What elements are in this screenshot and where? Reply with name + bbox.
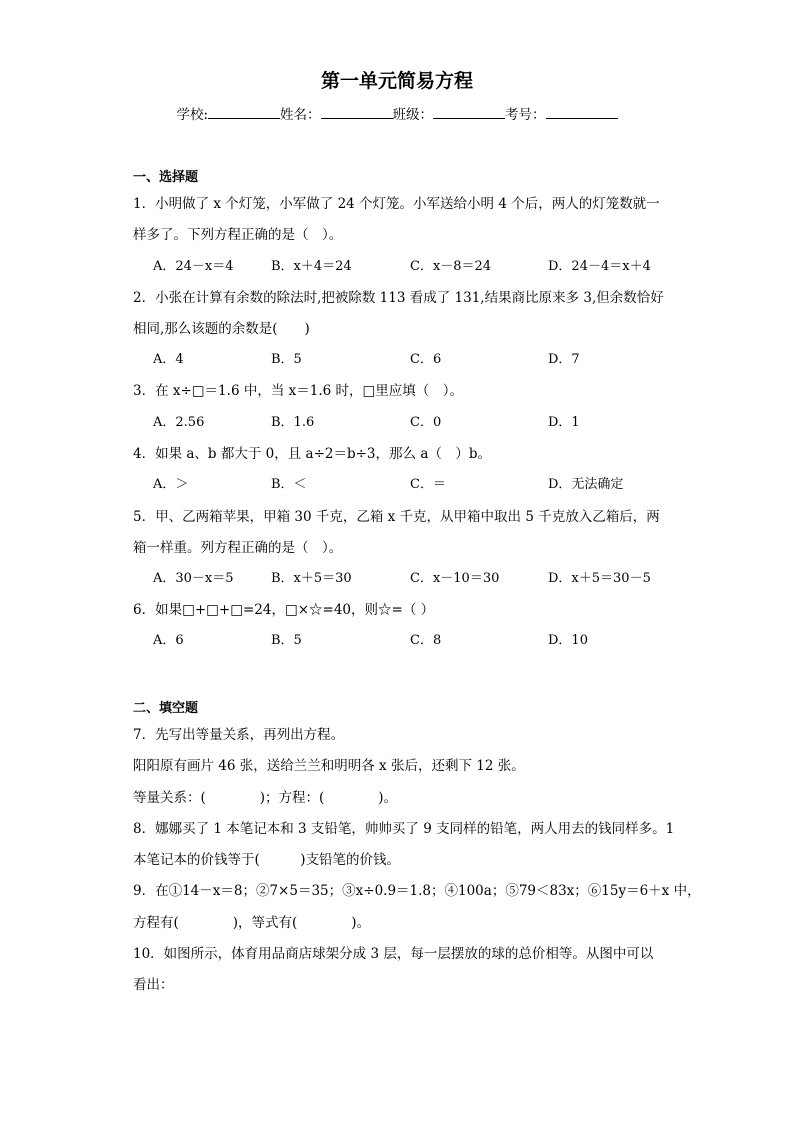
question-3-line-1: 3．在 x÷□＝1.6 中，当 x＝1.6 时，□里应填（ ）。: [133, 383, 463, 399]
option-d: D．无法确定: [548, 477, 624, 492]
option-a: A．＞: [153, 477, 189, 492]
name-blank: [321, 104, 393, 119]
question-2-options: [153, 348, 713, 368]
option-b: B．5: [271, 633, 302, 648]
number-label: 考号：: [505, 107, 546, 123]
question-6-line-1: 6．如果□+□+□=24，□×☆=40，则☆=（ ）: [133, 602, 435, 618]
question-4-options: [153, 473, 713, 493]
name-label: 姓名：: [280, 107, 321, 123]
option-c: C．x－10＝30: [410, 571, 500, 586]
option-d: D．x＋5＝30－5: [548, 571, 651, 586]
option-c: C．8: [410, 633, 442, 648]
question-8-line-2: 本笔记本的价钱等于( )支铅笔的价钱。: [133, 852, 401, 868]
page-title: 第一单元简易方程: [320, 70, 473, 92]
question-5-line-2: 箱一样重。列方程正确的是（ ）。: [133, 540, 343, 556]
question-5-line-1: 5．甲、乙两箱苹果，甲箱 30 千克，乙箱 x 千克，从甲箱中取出 5 千克放入乙箱后，两: [133, 509, 660, 525]
section-heading-fill: 二、填空题: [133, 701, 199, 716]
option-c: C．0: [410, 415, 442, 430]
option-d: D．7: [548, 352, 580, 367]
option-b: B．x＋4＝24: [271, 259, 352, 274]
question-2-line-2: 相同,那么该题的余数是( ): [133, 321, 310, 337]
school-blank: [208, 104, 280, 119]
question-10-line-2: 看出：: [133, 977, 174, 993]
question-1-line-2: 样多了。下列方程正确的是（ ）。: [133, 227, 343, 243]
option-d: D．10: [548, 633, 588, 648]
class-blank: [433, 104, 505, 119]
question-7-line-1: 7．先写出等量关系，再列出方程。: [133, 727, 345, 743]
question-5-options: [153, 567, 713, 587]
number-blank: [546, 104, 618, 119]
option-c: C．x－8＝24: [410, 259, 492, 274]
question-1-line-1: 1．小明做了 x 个灯笼，小军做了 24 个灯笼。小军送给小明 4 个后，两人的灯笼数就一: [133, 196, 660, 212]
question-2-line-1: 2．小张在计算有余数的除法时,把被除数 113 看成了 131,结果商比原来多 3,但余数恰好: [133, 290, 664, 306]
student-info-row: [0, 103, 794, 123]
option-a: A．24－x＝4: [153, 259, 234, 274]
option-a: A．4: [153, 352, 184, 367]
question-7-line-3: 等量关系：( )；方程：( )。: [133, 790, 398, 806]
question-1-options: [153, 255, 713, 275]
option-c: C．6: [410, 352, 442, 367]
school-label: 学校:: [176, 107, 209, 123]
option-d: D．1: [548, 415, 580, 430]
question-6-options: [153, 629, 713, 649]
question-9-line-1: 9．在①14－x＝8；②7×5＝35；③x÷0.9＝1.8；④100a；⑤79＜83x；⑥15y＝6＋x 中，: [133, 883, 701, 899]
question-10-line-1: 10．如图所示，体育用品商店球架分成 3 层，每一层摆放的球的总价相等。从图中可以: [133, 946, 654, 962]
question-7-line-2: 阳阳原有画片 46 张，送给兰兰和明明各 x 张后，还剩下 12 张。: [133, 758, 525, 774]
option-a: A．6: [153, 633, 184, 648]
option-a: A．30－x＝5: [153, 571, 234, 586]
question-9-line-2: 方程有( )，等式有( )。: [133, 915, 371, 931]
section-heading-choice: 一、选择题: [133, 170, 199, 185]
class-label: 班级：: [392, 107, 434, 123]
question-3-options: [153, 411, 713, 431]
option-c: C．＝: [410, 477, 446, 492]
option-b: B．＜: [271, 477, 307, 492]
question-4-line-1: 4．如果 a、b 都大于 0，且 a÷2＝b÷3，那么 a（ ）b。: [133, 446, 492, 462]
option-d: D．24－4＝x＋4: [548, 259, 651, 274]
option-b: B．x＋5＝30: [271, 571, 352, 586]
option-b: B．1.6: [271, 415, 315, 430]
option-b: B．5: [271, 352, 302, 367]
option-a: A．2.56: [153, 415, 205, 430]
question-8-line-1: 8．娜娜买了 1 本笔记本和 3 支铅笔，帅帅买了 9 支同样的铅笔，两人用去的钱同样多。1: [133, 821, 675, 837]
